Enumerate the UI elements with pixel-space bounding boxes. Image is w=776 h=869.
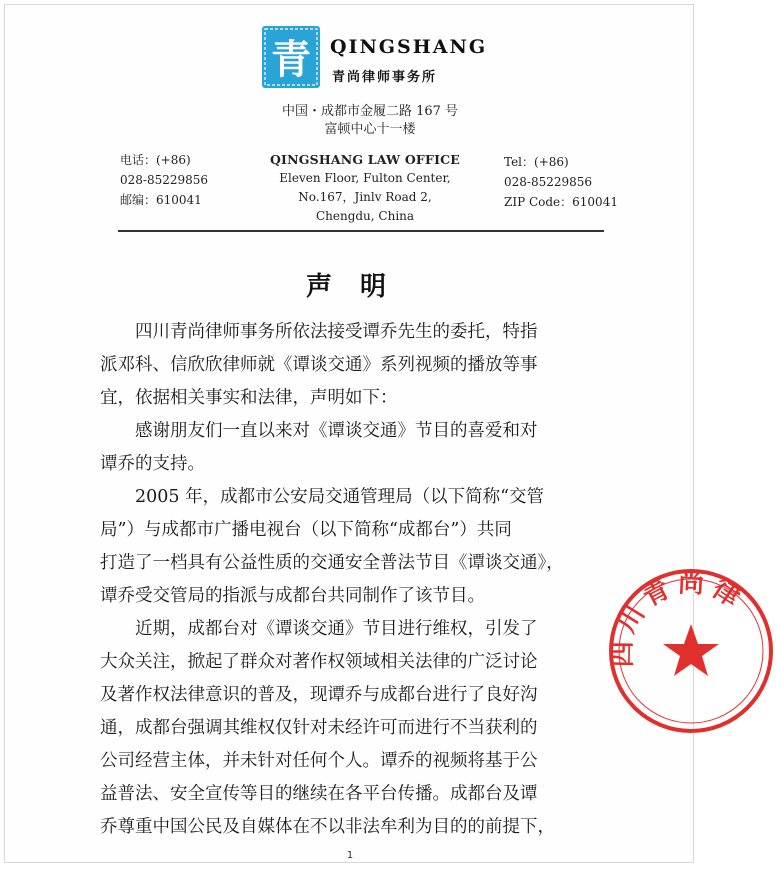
body-line: 打造了一档具有公益性质的交通安全普法节目《谭谈交通》， (100, 553, 564, 573)
body-line: 2005 年，成都市公安局交通管理局（以下简称“交管 (135, 487, 545, 507)
address-en-line2: No.167，Jinlv Road 2, (298, 190, 432, 204)
body-line: 及著作权法律意识的普及，现谭乔与成都台进行了良好沟 (100, 685, 538, 705)
body-line: 四川青尚律师事务所依法接受谭乔先生的委托，特指 (135, 322, 538, 342)
body-line: 感谢朋友们一直以来对《谭谈交通》节目的喜爱和对 (135, 421, 538, 441)
contact-en (504, 152, 618, 212)
body-line: 局”）与成都市广播电视台（以下简称“成都台”）共同 (100, 520, 512, 540)
letterhead-divider (118, 230, 604, 232)
seal-text: 四川青尚律 (607, 568, 750, 668)
firm-name-cn: 青尚律师事务所 (332, 70, 438, 85)
address-cn-line1: 中国・成都市金履二路 167 号 (281, 104, 459, 119)
phone-label-cn: 电话：(+86) (120, 153, 191, 167)
body-line: 益普法、安全宣传等目的继续在各平台传播。成都台及谭 (100, 784, 538, 804)
tel-en: 028-85229856 (504, 175, 593, 189)
zip-cn: 邮编：610041 (120, 193, 202, 207)
body-line: 宜，依据相关事实和法律，声明如下： (100, 388, 398, 408)
body-line: 公司经营主体，并未针对任何个人。谭乔的视频将基于公 (100, 751, 538, 771)
address-cn-line2: 富顿中心十一楼 (324, 122, 416, 137)
tel-label-en: Tel：(+86) (504, 155, 569, 169)
body-line: 派邓科、信欣欣律师就《谭谈交通》系列视频的播放等事 (100, 355, 538, 375)
body-line: 近期，成都台对《谭谈交通》节目进行维权，引发了 (135, 619, 538, 639)
body-line: 乔尊重中国公民及自媒体在不以非法牟利为目的的前提下， (100, 817, 555, 837)
body-line: 通，成都台强调其维权仅针对未经许可而进行不当获利的 (100, 718, 538, 738)
phone-cn: 028-85229856 (120, 173, 209, 187)
body-line: 谭乔受交管局的指派与成都台共同制作了该节目。 (100, 586, 485, 606)
zip-en: ZIP Code：610041 (504, 195, 618, 209)
document-body (100, 316, 620, 844)
firm-name-en: QINGSHANG (330, 36, 488, 58)
address-en-line3: Chengdu, China (315, 209, 415, 223)
official-seal (606, 566, 776, 736)
firm-logo (262, 26, 320, 88)
svg-text:青: 青 (271, 36, 311, 83)
body-line: 谭乔的支持。 (100, 454, 205, 474)
address-en-line1: Eleven Floor, Fulton Center, (279, 171, 451, 185)
contact-cn (120, 150, 208, 210)
body-line: 大众关注，掀起了群众对著作权领域相关法律的广泛讨论 (100, 652, 538, 672)
firm-name-en-full: QINGSHANG LAW OFFICE (269, 152, 461, 167)
office-address-en (240, 150, 490, 226)
page-number: 1 (346, 850, 354, 861)
seal-star-icon (663, 624, 719, 676)
document-title: 声明 (305, 272, 414, 302)
